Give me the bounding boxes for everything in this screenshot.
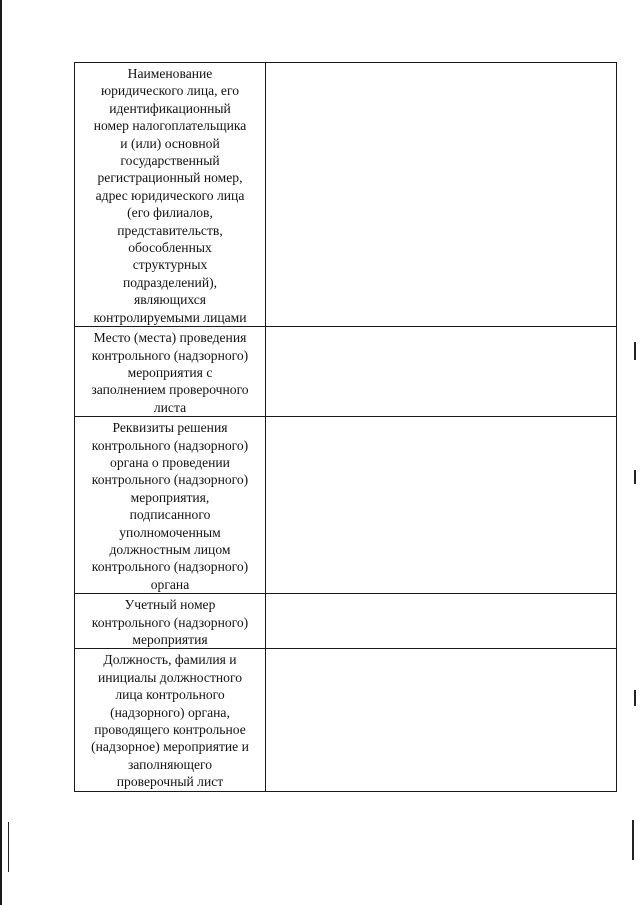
table-row	[75, 417, 617, 594]
value-official[interactable]	[266, 649, 617, 791]
scan-mark-right-3	[634, 690, 636, 706]
scan-mark-left-1	[8, 822, 9, 872]
label-decision-details: Реквизиты решения контрольного (надзорного) органа о проведении контрольного (надзорного) мероприятия, подписанного уполномоченным должностным лицом контрольного (надзорного) органа	[75, 417, 266, 594]
scan-mark-right-1	[634, 342, 636, 360]
label-registration-number: Учетный номер контрольного (надзорного) мероприятия	[75, 594, 266, 649]
table-row	[75, 594, 617, 649]
value-registration-number[interactable]	[266, 594, 617, 649]
value-location[interactable]	[266, 327, 617, 417]
label-location: Место (места) проведения контрольного (надзорного) мероприятия с заполнением проверочного листа	[75, 327, 266, 417]
value-legal-entity[interactable]	[266, 63, 617, 327]
table-row	[75, 327, 617, 417]
table-row	[75, 649, 617, 791]
scan-mark-right-2	[634, 470, 636, 484]
label-official: Должность, фамилия и инициалы должностного лица контрольного (надзорного) органа, проводящего контрольное (надзорное) мероприятие и заполняющего проверочный лист	[75, 649, 266, 791]
label-legal-entity: Наименование юридического лица, его идентификационный номер налогоплательщика и (или) основной государственный регистрационный номер, адрес юридического лица (его филиалов, представительств, обособленных структурных подразделений), являющихся контролируемыми лицами	[75, 63, 266, 327]
table-row	[75, 63, 617, 327]
value-decision-details[interactable]	[266, 417, 617, 594]
scan-mark-right-4	[632, 820, 634, 860]
inspection-info-table	[74, 62, 617, 792]
scan-edge-left	[0, 0, 2, 905]
